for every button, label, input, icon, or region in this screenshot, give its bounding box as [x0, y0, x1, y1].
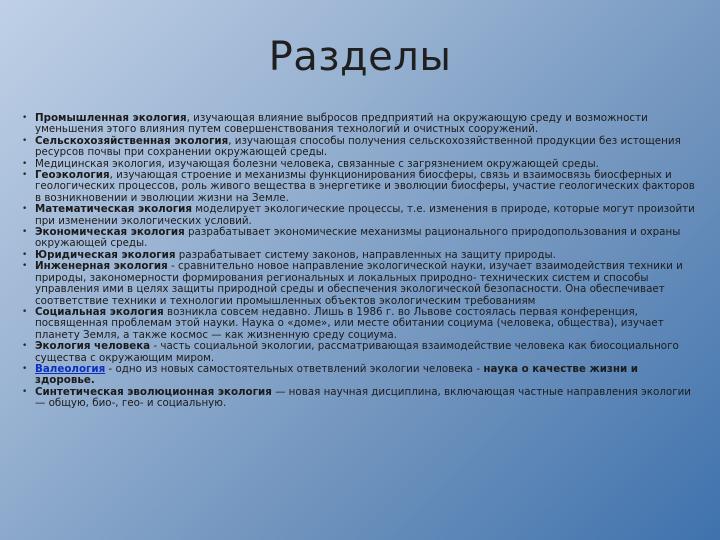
list-item — [22, 340, 698, 364]
list-item — [22, 134, 698, 159]
valeology-link[interactable]: Валеология — [35, 362, 106, 375]
item-term: Инженерная экология — [35, 260, 168, 273]
bullet-icon: • — [22, 113, 28, 123]
list-item — [22, 362, 698, 387]
item-term: Экология человека — [35, 340, 151, 353]
list-item — [22, 203, 698, 227]
slide-title: Разделы — [268, 34, 452, 80]
item-text: , изучающая способы получения сельскохозяйственной продукции без истощения ресурсов почвы при сохранении окружающей среды. — [35, 134, 681, 159]
item-text: , изучающая строение и механизмы функционирования биосферы, связь и взаимосвязь биосферных и геологических процессов, роль живого вещества в энергетике и эволюции биосферы, участие геологических факторов в возникновении и эволюции жизни на Земле. — [35, 169, 695, 204]
bullet-icon: • — [22, 227, 28, 238]
bullet-icon: • — [22, 204, 28, 215]
item-highlight: наука о качестве жизни и здоровье. — [35, 362, 639, 387]
item-term: Сельскохозяйственная экология — [35, 134, 229, 147]
item-text: - сравнительно новое направление экологической науки, изучает взаимодействия техники и природы, закономерности формирования региональных и локальных природно- технических систем и способы управления ими в целях защиты природной среды и обеспечения экологической безопасности. Она обеспечивает соответствие техники и технологии промышленных объектов экологическим требованиям — [35, 260, 683, 307]
list-item — [22, 112, 698, 136]
list-item — [22, 385, 698, 410]
item-term: Математическая экология — [35, 203, 192, 216]
item-text: разрабатывает экономические механизмы рационального природопользования и охраны окружающей среды. — [35, 226, 681, 250]
list-item — [22, 260, 698, 307]
item-term: Синтетическая эволюционная экология — [35, 385, 272, 398]
item-text: моделирует экологические процессы, т.е. изменения в природе, которые могут произойти при изменении экологических условий. — [35, 203, 695, 227]
item-term: Социальная экология — [35, 305, 164, 318]
item-text: разрабатывает систему законов, направленных на защиту природы. — [175, 248, 556, 261]
item-text: - часть социальной экологии, рассматривающая взаимодействие человека как биосоциального существа с окружающим миром. — [35, 340, 679, 364]
bullet-icon: • — [22, 135, 28, 146]
list-item — [22, 169, 698, 204]
sections-list — [22, 112, 698, 410]
bullet-icon: • — [22, 386, 28, 397]
item-text: — новая научная дисциплина, включающая частные направления экологии — общую, био-, гео- и социальную. — [35, 385, 691, 410]
item-term: Экономическая экология — [35, 226, 185, 239]
list-item — [22, 305, 698, 341]
bullet-icon: • — [22, 249, 28, 260]
bullet-icon: • — [22, 306, 28, 317]
item-term: Промышленная экология — [35, 112, 187, 124]
bullet-icon: • — [22, 261, 28, 272]
item-term: Геоэкология — [35, 169, 110, 182]
item-term: Юридическая экология — [35, 248, 176, 261]
bullet-icon: • — [22, 363, 28, 374]
item-text: - одно из новых самостоятельных ответвлений экологии человека - — [105, 362, 484, 375]
item-text: Медицинская экология, изучающая болезни человека, связанные с загрязнением окружающей среды. — [35, 157, 599, 170]
bullet-icon: • — [22, 341, 28, 352]
item-text: , изучающая влияние выбросов предприятий на окружающую среду и возможности уменьшения этого влияния путем совершенствования технологий и очистных сооружений. — [35, 112, 648, 136]
item-text: возникла совсем недавно. Лишь в 1986 г. во Львове состоялась первая конференция, посвященная проблемам этой науки. Наука о «доме», или месте обитании социума (человека, общества), изучает планету Земля, а также космос — как жизненную среду социума. — [35, 305, 664, 341]
bullet-icon: • — [22, 158, 28, 169]
list-item — [22, 226, 698, 250]
bullet-icon: • — [22, 170, 28, 181]
